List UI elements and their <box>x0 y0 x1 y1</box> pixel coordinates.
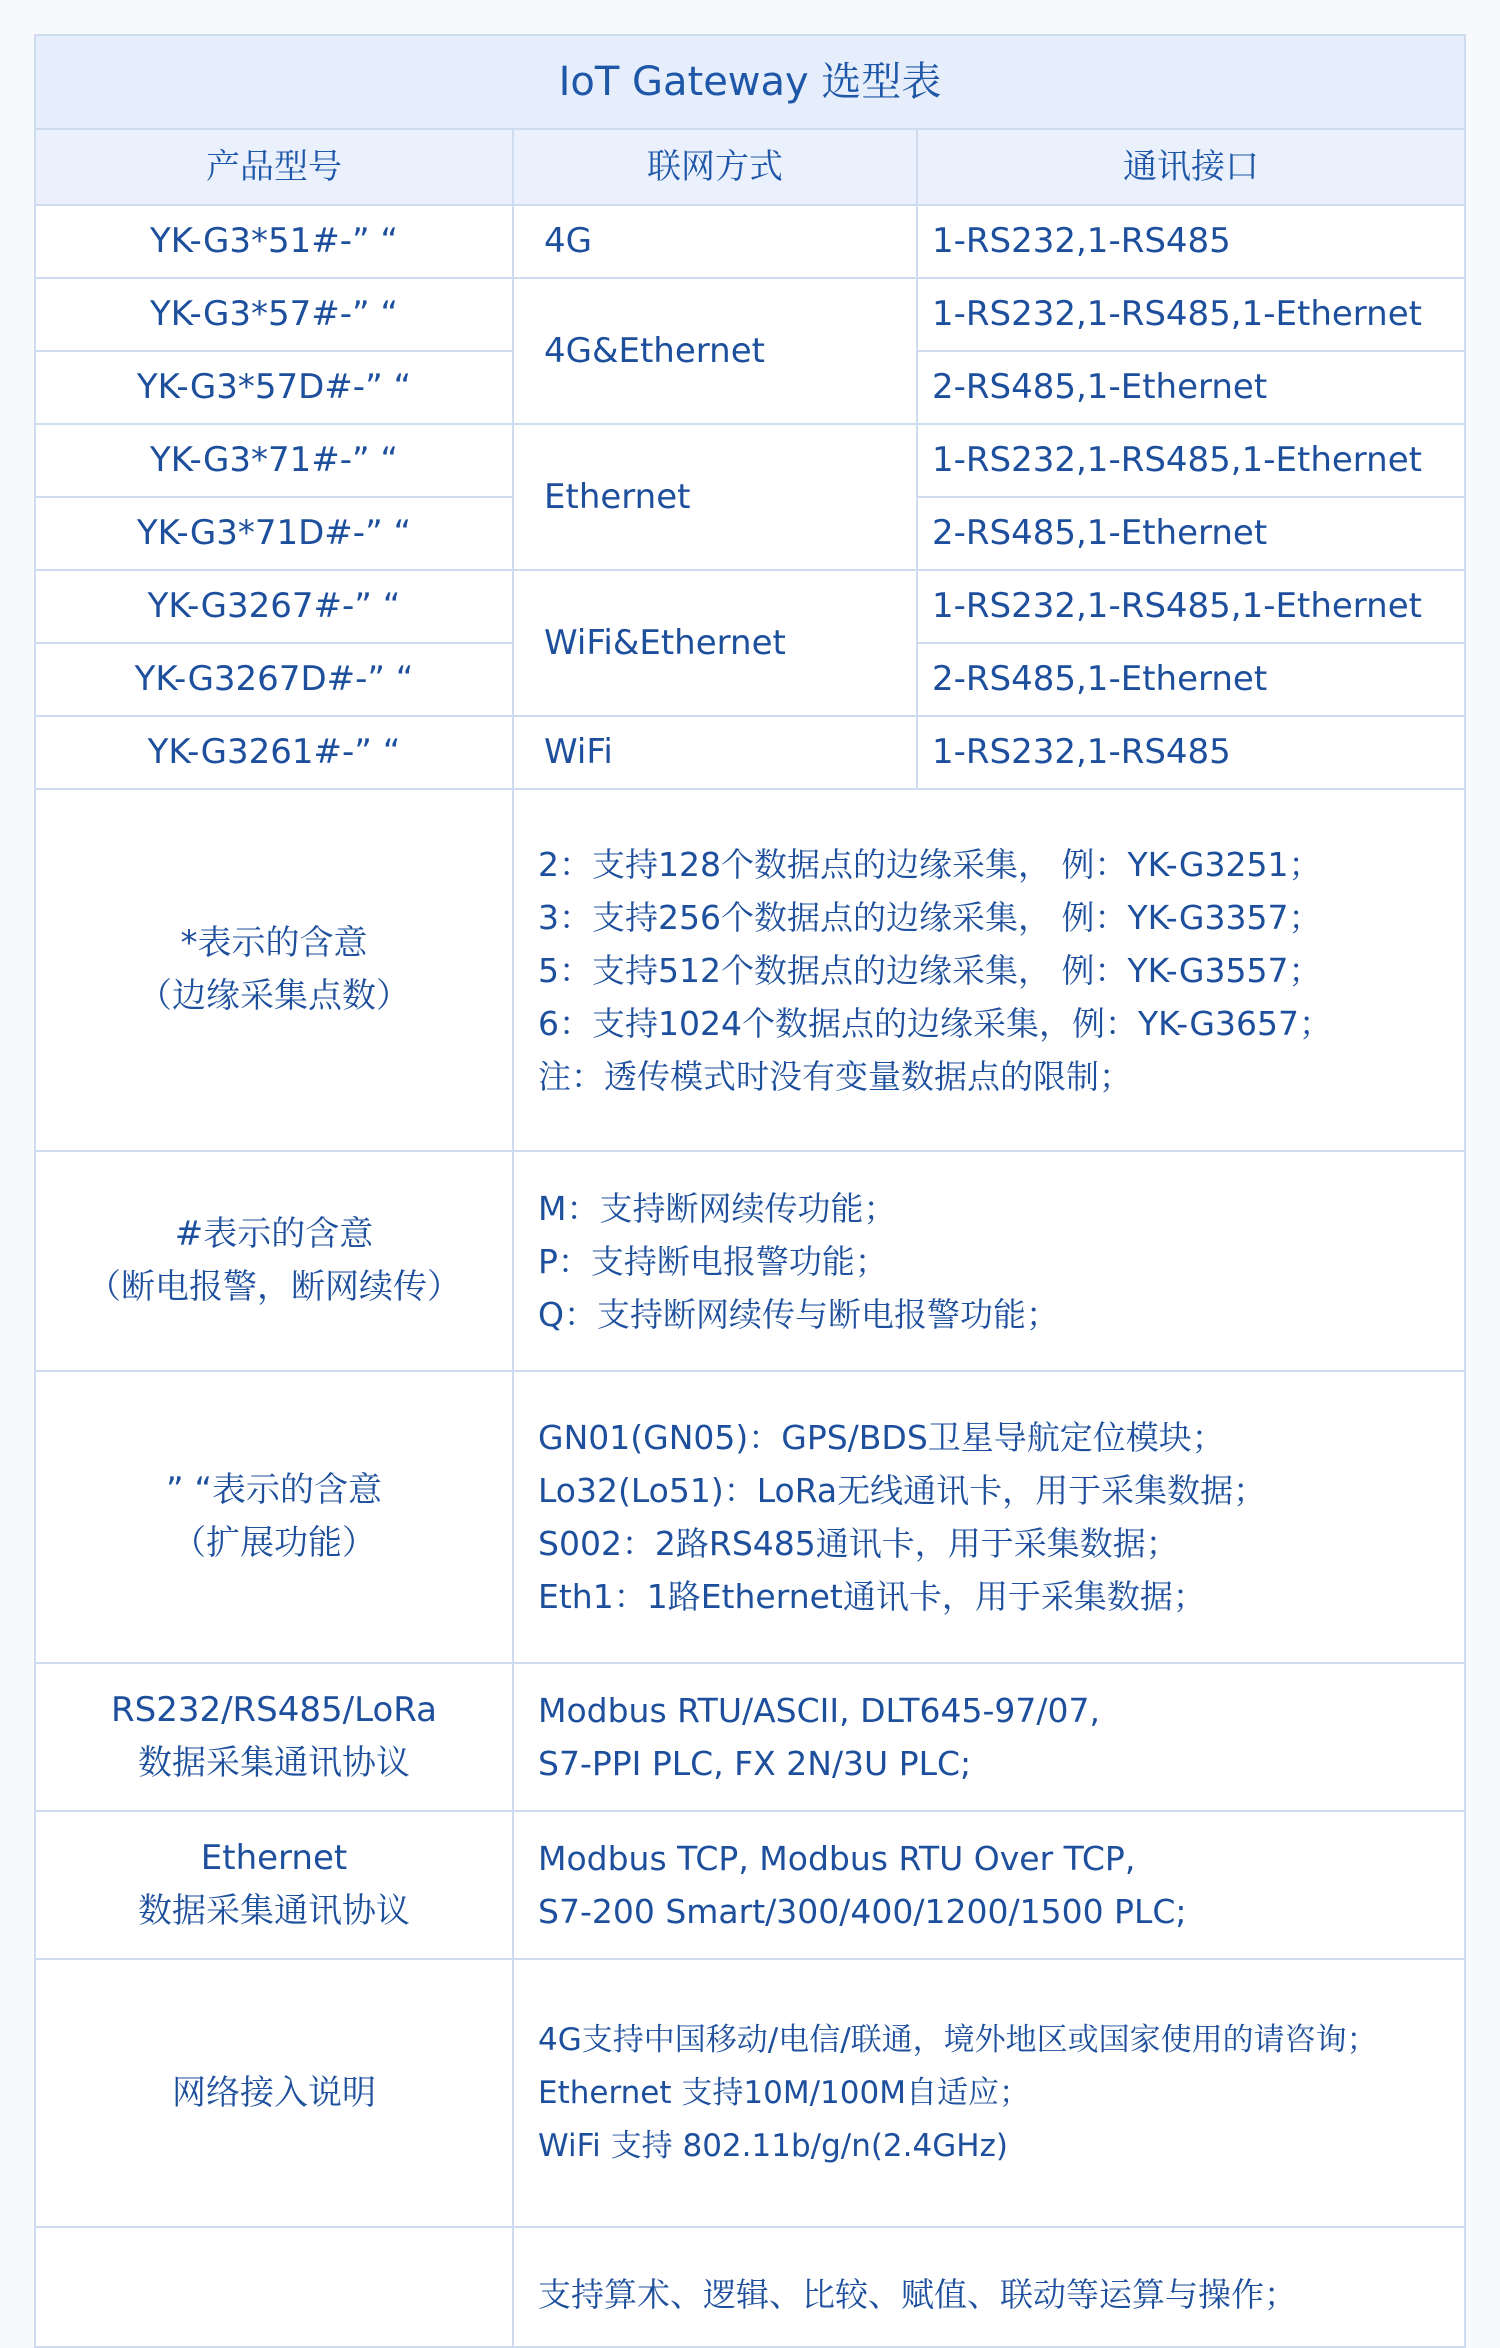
header-row <box>35 129 1465 205</box>
label-line: 数据采集通讯协议 <box>138 1891 410 1931</box>
content-line: 6：支持1024个数据点的边缘采集，例：YK-G3657； <box>538 1003 1332 1043</box>
table-row <box>35 570 1465 643</box>
interface-cell: 1-RS232,1-RS485 <box>917 716 1465 789</box>
interface-cell: 1-RS232,1-RS485,1-Ethernet <box>917 570 1465 643</box>
content-line: Ethernet 支持10M/100M自适应； <box>538 2074 1030 2111</box>
content-line: 注：透传模式时没有变量数据点的限制； <box>538 1056 1132 1096</box>
network-cell: Ethernet <box>513 424 917 570</box>
content-line: 5：支持512个数据点的边缘采集， 例：YK-G3557； <box>538 950 1322 990</box>
section-row-quote <box>35 1371 1465 1663</box>
section-content <box>513 789 1465 1151</box>
title-row <box>35 35 1465 129</box>
section-row-hash <box>35 1151 1465 1371</box>
label-line: *表示的含意 <box>180 923 368 963</box>
interface-cell: 2-RS485,1-Ethernet <box>917 497 1465 570</box>
label-line: （扩展功能） <box>172 1523 376 1563</box>
content-line: Q：支持断网续传与断电报警功能； <box>538 1294 1059 1334</box>
model-cell: YK-G3*57D#-” “ <box>35 351 513 424</box>
section-label <box>35 1371 513 1663</box>
section-content <box>513 1663 1465 1811</box>
content-line: P：支持断电报警功能； <box>538 1241 888 1281</box>
section-content <box>513 1959 1465 2227</box>
content-line: S7-200 Smart/300/400/1200/1500 PLC; <box>538 1892 1187 1931</box>
section-label <box>35 2227 513 2347</box>
header-interface: 通讯接口 <box>917 129 1465 205</box>
content-line: 支持算术、逻辑、比较、赋值、联动等运算与操作； <box>538 2275 1297 2314</box>
model-cell: YK-G3*71#-” “ <box>35 424 513 497</box>
content-line: 3：支持256个数据点的边缘采集， 例：YK-G3357； <box>538 897 1322 937</box>
content-line: Modbus TCP, Modbus RTU Over TCP, <box>538 1839 1136 1878</box>
label-line: （断电报警，断网续传） <box>87 1267 461 1307</box>
section-label <box>35 789 513 1151</box>
section-row-operations <box>35 2227 1465 2347</box>
section-row-ethernet-protocols <box>35 1811 1465 1959</box>
model-cell: YK-G3*51#-” “ <box>35 205 513 278</box>
interface-cell: 1-RS232,1-RS485 <box>917 205 1465 278</box>
header-model: 产品型号 <box>35 129 513 205</box>
interface-cell: 2-RS485,1-Ethernet <box>917 351 1465 424</box>
section-content <box>513 1371 1465 1663</box>
label-line: （边缘采集点数） <box>138 976 410 1016</box>
content-line: M：支持断网续传功能； <box>538 1188 897 1228</box>
model-cell: YK-G3267D#-” “ <box>35 643 513 716</box>
table-row <box>35 205 1465 278</box>
content-line: WiFi 支持 802.11b/g/n(2.4GHz) <box>538 2127 1008 2164</box>
selection-table <box>34 34 1466 2348</box>
table-row <box>35 424 1465 497</box>
section-label <box>35 1151 513 1371</box>
network-cell: WiFi&Ethernet <box>513 570 917 716</box>
table-row <box>35 716 1465 789</box>
label-line: 数据采集通讯协议 <box>138 1743 410 1783</box>
section-row-network-access <box>35 1959 1465 2227</box>
interface-cell: 2-RS485,1-Ethernet <box>917 643 1465 716</box>
label-line: 网络接入说明 <box>172 2072 376 2113</box>
table-title: IoT Gateway 选型表 <box>35 35 1465 129</box>
section-label <box>35 1959 513 2227</box>
content-line: 4G支持中国移动/电信/联通，境外地区或国家使用的请咨询； <box>538 2021 1378 2058</box>
header-network: 联网方式 <box>513 129 917 205</box>
interface-cell: 1-RS232,1-RS485,1-Ethernet <box>917 424 1465 497</box>
network-cell: 4G <box>513 205 917 278</box>
section-row-serial-protocols <box>35 1663 1465 1811</box>
content-line: 2：支持128个数据点的边缘采集， 例：YK-G3251； <box>538 844 1322 884</box>
section-content <box>513 1151 1465 1371</box>
section-label <box>35 1811 513 1959</box>
content-line: S002：2路RS485通讯卡，用于采集数据； <box>538 1524 1179 1563</box>
table-row <box>35 278 1465 351</box>
model-cell: YK-G3*57#-” “ <box>35 278 513 351</box>
label-line: Ethernet <box>200 1838 348 1878</box>
interface-cell: 1-RS232,1-RS485,1-Ethernet <box>917 278 1465 351</box>
label-line: RS232/RS485/LoRa <box>111 1690 437 1730</box>
model-cell: YK-G3*71D#-” “ <box>35 497 513 570</box>
content-line: Eth1：1路Ethernet通讯卡，用于采集数据； <box>538 1577 1206 1616</box>
section-label <box>35 1663 513 1811</box>
section-content <box>513 1811 1465 1959</box>
content-line: Lo32(Lo51)：LoRa无线通讯卡，用于采集数据； <box>538 1471 1267 1510</box>
model-cell: YK-G3261#-” “ <box>35 716 513 789</box>
model-cell: YK-G3267#-” “ <box>35 570 513 643</box>
content-line: GN01(GN05)：GPS/BDS卫星导航定位模块； <box>538 1418 1225 1457</box>
section-row-star <box>35 789 1465 1151</box>
label-line: ” “表示的含意 <box>165 1470 383 1510</box>
section-content <box>513 2227 1465 2347</box>
label-line: #表示的含意 <box>174 1214 374 1254</box>
content-line: S7-PPI PLC, FX 2N/3U PLC; <box>538 1744 972 1783</box>
network-cell: WiFi <box>513 716 917 789</box>
content-line: Modbus RTU/ASCII, DLT645-97/07, <box>538 1691 1101 1730</box>
network-cell: 4G&Ethernet <box>513 278 917 424</box>
